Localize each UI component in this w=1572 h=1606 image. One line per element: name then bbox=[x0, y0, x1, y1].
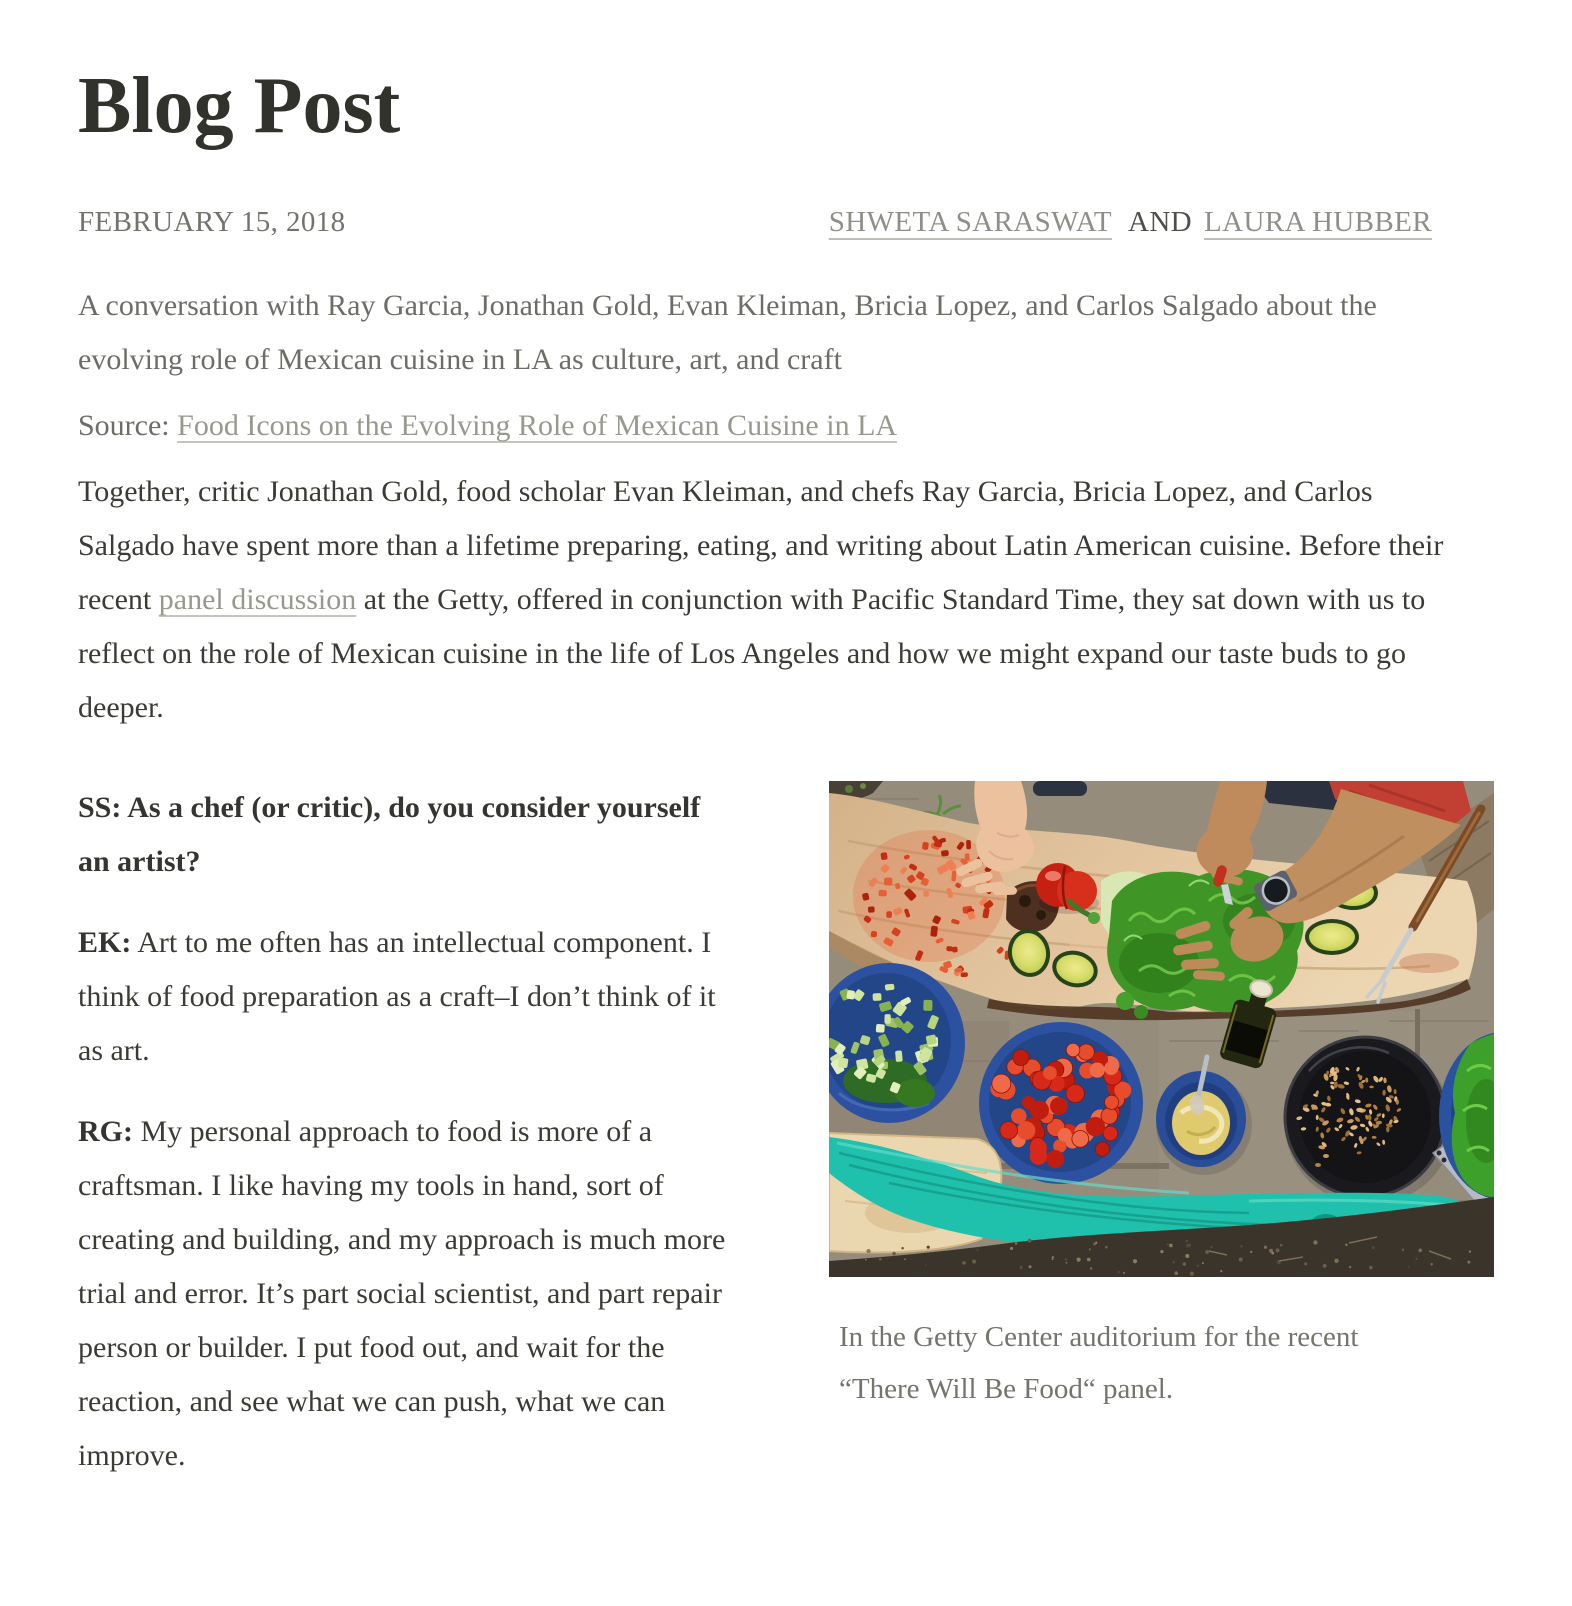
answer-rg bbox=[78, 1105, 733, 1483]
interview-question: SS: As a chef (or critic), do you consider yourself an artist? bbox=[78, 791, 701, 878]
source-link[interactable]: Food Icons on the Evolving Role of Mexican Cuisine in LA bbox=[177, 409, 898, 442]
photo-tomato-plate bbox=[979, 1022, 1143, 1184]
lead-text-before: Together, critic Jonathan Gold, food scholar Evan Kleiman, and chefs Ray Garcia, Bricia Lopez, and Carlos Salgado have spent more than a lifetime preparing, eating, and writing about Latin American cuisine. Before their recent bbox=[78, 475, 1444, 616]
author-link-shweta-saraswat[interactable]: SHWETA SARASWAT bbox=[828, 206, 1112, 238]
qa-text-column bbox=[78, 781, 733, 1510]
source-line bbox=[78, 399, 1494, 453]
article-figure bbox=[829, 781, 1494, 1510]
author-link-laura-hubber[interactable]: LAURA HUBBER bbox=[1204, 206, 1432, 238]
page-title: Blog Post bbox=[78, 62, 401, 150]
source-label: Source: bbox=[78, 409, 170, 442]
authors-separator: AND bbox=[1128, 206, 1193, 238]
lead-paragraph bbox=[78, 465, 1468, 735]
answer-rg-text: My personal approach to food is more of a craftsman. I like having my tools in hand, sort of creating and building, and my approach is much more trial and error. It’s part social scientist, and part repair person or builder. I put food out, and wait for the reaction, and see what we can push, what we can improve. bbox=[78, 1115, 726, 1472]
panel-discussion-link[interactable]: panel discussion bbox=[158, 583, 357, 616]
post-meta-row bbox=[78, 206, 1494, 239]
answer-rg-speaker: RG: bbox=[78, 1115, 133, 1148]
figure-caption: In the Getty Center auditorium for the recent “There Will Be Food“ panel. bbox=[839, 1321, 1359, 1406]
answer-ek bbox=[78, 916, 733, 1078]
answer-ek-text: Art to me often has an intellectual component. I think of food preparation as a craft–I don’t think of it as art. bbox=[78, 926, 716, 1067]
post-date: FEBRUARY 15, 2018 bbox=[78, 206, 346, 238]
food-photo-illustration bbox=[829, 781, 1494, 1277]
lead-text-after: at the Getty, offered in conjunction with Pacific Standard Time, they sat down with us to reflect on the role of Mexican cuisine in the life of Los Angeles and how we might expand our taste buds to go deeper. bbox=[78, 583, 1426, 724]
post-standfirst: A conversation with Ray Garcia, Jonathan Gold, Evan Kleiman, Bricia Lopez, and Carlos Salgado about the evolving role of Mexican cuisine in LA as culture, art, and craft bbox=[78, 289, 1377, 376]
answer-ek-speaker: EK: bbox=[78, 926, 132, 959]
qa-section bbox=[78, 781, 1494, 1510]
byline bbox=[829, 206, 1494, 239]
food-prep-photo bbox=[829, 781, 1494, 1277]
